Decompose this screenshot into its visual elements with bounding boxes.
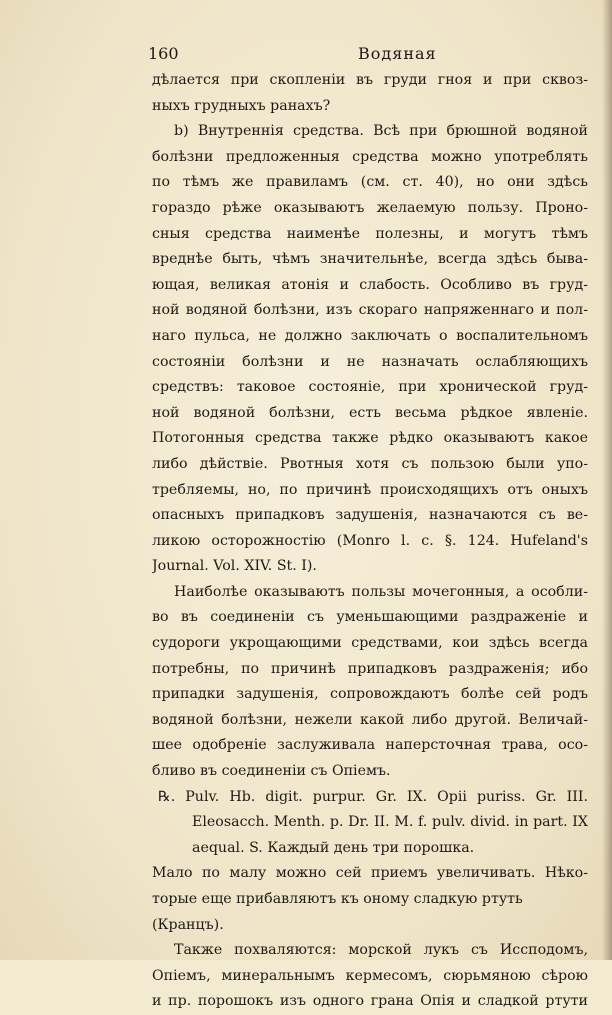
running-title: Водяная [358, 44, 437, 63]
text-line: Потогонныя средства также рѣдко оказываютъ какое [152, 430, 588, 447]
page-number: 160 [148, 44, 179, 63]
text-line: наго пульса, не должно заключать о воспалительномъ [152, 327, 588, 344]
text-line: судороги укрощающими средствами, кои здѣсь всегда [152, 635, 588, 652]
text-line: (Кранцъ). [152, 916, 224, 933]
text-line: требляемы, но, по причинѣ происходящихъ отъ оныхъ [152, 481, 588, 498]
prescription-line: ℞. Pulv. Hb. digit. purpur. Gr. IX. Opii puriss. Gr. III. [158, 788, 588, 805]
text-line: ной водяной болѣзни, изъ скораго напряженнаго и пол- [152, 302, 588, 319]
text-line: бливо въ соединеніи съ Опіемъ. [152, 763, 391, 780]
text-line: либо дѣйствіе. Рвотныя хотя съ пользою были упо- [152, 455, 588, 472]
text-line: по тѣмъ же правиламъ (см. ст. 40), но они здѣсь [152, 174, 588, 191]
text-line: ныхъ грудныхъ ранахъ? [152, 97, 331, 114]
text-line: вреднѣе быть, чѣмъ значительнѣе, всегда здѣсь быва- [152, 251, 588, 268]
prescription-line: Eleosacch. Menth. p. Dr. II. M. f. pulv. divid. in part. IX [192, 814, 588, 831]
text-line: гораздо рѣже оказываютъ желаемую пользу. Проно- [152, 199, 588, 216]
text-line: дѣлается при скопленіи въ груди гноя и при сквоз- [152, 72, 588, 88]
text-line: Наиболѣе оказываютъ пользы мочегонныя, а особли- [174, 583, 588, 600]
text-line: Мало по малу можно сей приемъ увеличивать. Нѣко- [152, 865, 588, 882]
page-gutter-shadow [602, 0, 612, 960]
page-header [148, 44, 588, 66]
text-line: потребны, по причинѣ припадковъ раздраженія; ибо [152, 660, 588, 677]
text-line: шее одобреніе заслуживала наперсточная трава, осо- [152, 737, 588, 754]
body-text [152, 68, 588, 1015]
text-line: и пр. порошокъ изъ одного грана Опія и сладкой ртути [152, 993, 588, 1010]
prescription-line: aequal. S. Каждый день три порошка. [192, 839, 475, 856]
text-line: ной водяной болѣзни, есть весьма рѣдкое явленіе. [152, 404, 588, 421]
text-line: b) Внутреннія средства. Всѣ при брюшной водяной [174, 123, 588, 140]
text-line: во въ соединеніи съ уменьшающими раздраженіе и [152, 609, 588, 626]
text-line: Опіемъ, минеральнымъ кермесомъ, сюрьмяною сѣрою [152, 967, 588, 984]
text-line: припадки задушенія, сопровождаютъ болѣе сей родъ [152, 686, 588, 703]
text-line: Journal. Vol. XIV. St. I). [152, 558, 317, 575]
text-line: состояніи болѣзни и не назначать ослабляющихъ [152, 353, 588, 370]
text-line: торые еще прибавляютъ къ оному сладкую ртуть [152, 891, 523, 907]
text-line: водяной болѣзни, нежели какой либо другой. Величай- [152, 711, 588, 728]
text-line: Также похваляются: морской лукъ съ Иссподомъ, [174, 942, 588, 959]
text-line: болѣзни предложенныя средства можно употреблять [152, 148, 588, 165]
text-line: сныя средства наименѣе полезны, и могутъ тѣмъ [152, 225, 588, 242]
text-line: ликою осторожностію (Monro l. c. §. 124. Hufeland's [152, 532, 588, 549]
text-line: средствъ: таковое состояніе, при хронической груд- [152, 379, 588, 396]
text-line: ющая, великая атонія и слабость. Особливо въ груд- [152, 276, 588, 293]
text-line: опасныхъ припадковъ задушенія, назначаются съ ве- [152, 507, 588, 524]
